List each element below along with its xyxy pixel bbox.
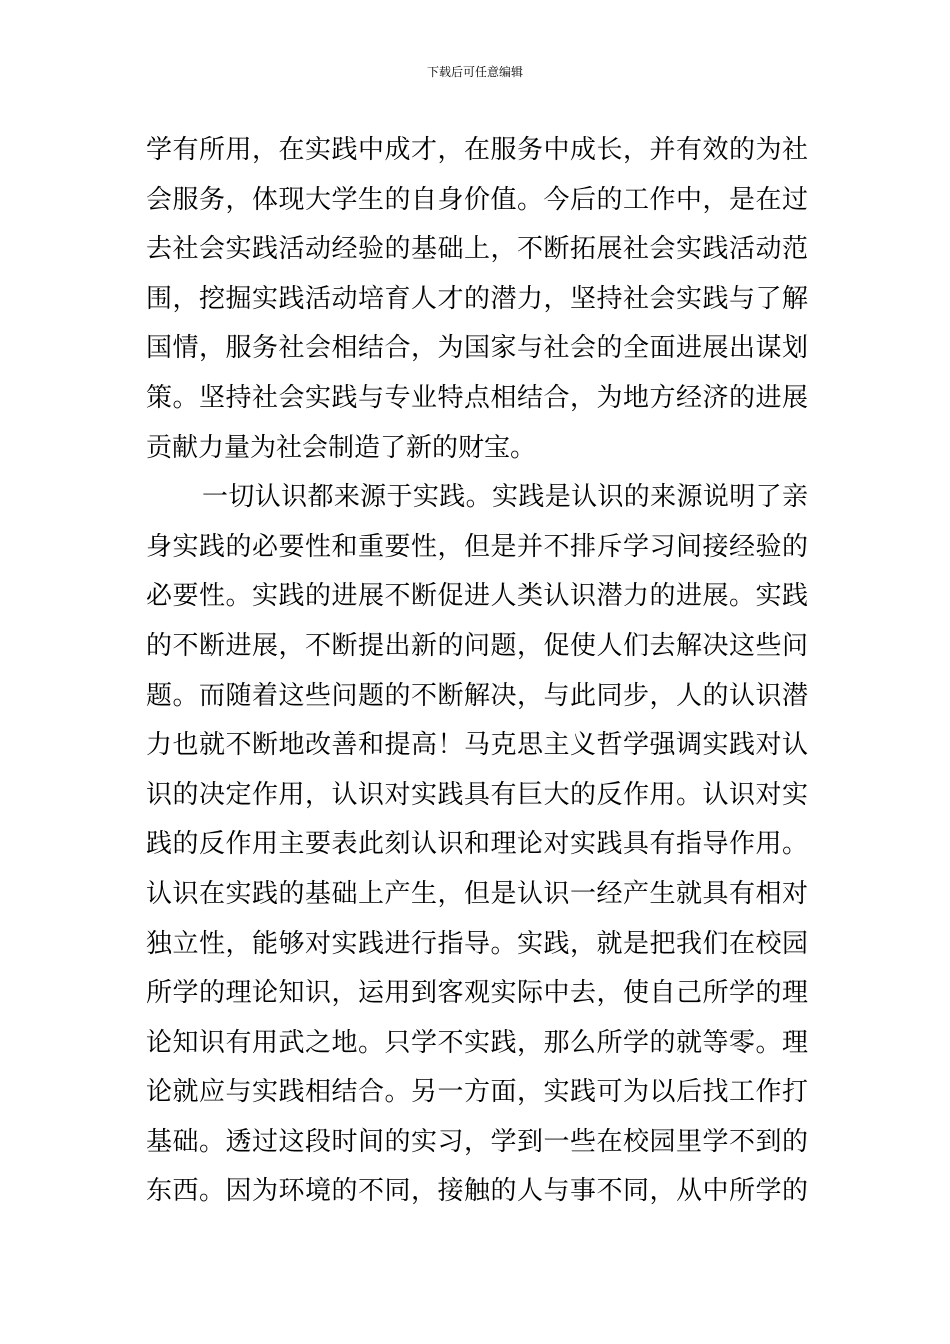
paragraph-2-line-13: 论就应与实践相结合。另一方面，实践可为以后找工作打 xyxy=(146,1077,808,1108)
document-body xyxy=(146,126,808,1217)
paragraph-2-line-15: 东西。因为环境的不同，接触的人与事不同，从中所学的 xyxy=(146,1176,808,1207)
paragraph-2-line-5: 题。而随着这些问题的不断解决，与此同步，人的认识潜 xyxy=(146,680,808,711)
paragraph-2-line-3: 必要性。实践的进展不断促进人类认识潜力的进展。实践 xyxy=(146,581,808,612)
paragraph-2-line-2: 身实践的必要性和重要性，但是并不排斥学习间接经验的 xyxy=(146,531,808,562)
paragraph-1-line-3: 去社会实践活动经验的基础上，不断拓展社会实践活动范 xyxy=(146,234,808,265)
paragraph-2-line-12: 论知识有用武之地。只学不实践，那么所学的就等零。理 xyxy=(146,1027,808,1058)
paragraph-2-line-11: 所学的理论知识，运用到客观实际中去，使自己所学的理 xyxy=(146,978,808,1009)
paragraph-2-line-7: 识的决定作用，认识对实践具有巨大的反作用。认识对实 xyxy=(146,779,808,810)
paragraph-1-line-6: 策。坚持社会实践与专业特点相结合，为地方经济的进展 xyxy=(146,382,808,413)
paragraph-2-line-4: 的不断进展，不断提出新的问题，促使人们去解决这些问 xyxy=(146,630,808,661)
paragraph-2-line-10: 独立性，能够对实践进行指导。实践，就是把我们在校园 xyxy=(146,928,808,959)
paragraph-2-line-6: 力也就不断地改善和提高！马克思主义哲学强调实践对认 xyxy=(146,730,808,761)
paragraph-1-line-7: 贡献力量为社会制造了新的财宝。 xyxy=(146,432,537,463)
paragraph-2-line-8: 践的反作用主要表此刻认识和理论对实践具有指导作用。 xyxy=(146,829,808,860)
paragraph-2-line-9: 认识在实践的基础上产生，但是认识一经产生就具有相对 xyxy=(146,878,808,909)
paragraph-2-line-14: 基础。透过这段时间的实习，学到一些在校园里学不到的 xyxy=(146,1126,808,1157)
paragraph-1-line-4: 围，挖掘实践活动培育人才的潜力，坚持社会实践与了解 xyxy=(146,283,808,314)
paragraph-1-line-5: 国情，服务社会相结合，为国家与社会的全面进展出谋划 xyxy=(146,333,808,364)
paragraph-2-line-1: 一切认识都来源于实践。实践是认识的来源说明了亲 xyxy=(202,482,808,513)
paragraph-1-line-2: 会服务，体现大学生的自身价值。今后的工作中，是在过 xyxy=(146,184,808,215)
page-header: 下载后可任意编辑 xyxy=(426,65,523,79)
paragraph-1-line-1: 学有所用，在实践中成才，在服务中成长，并有效的为社 xyxy=(146,135,808,165)
